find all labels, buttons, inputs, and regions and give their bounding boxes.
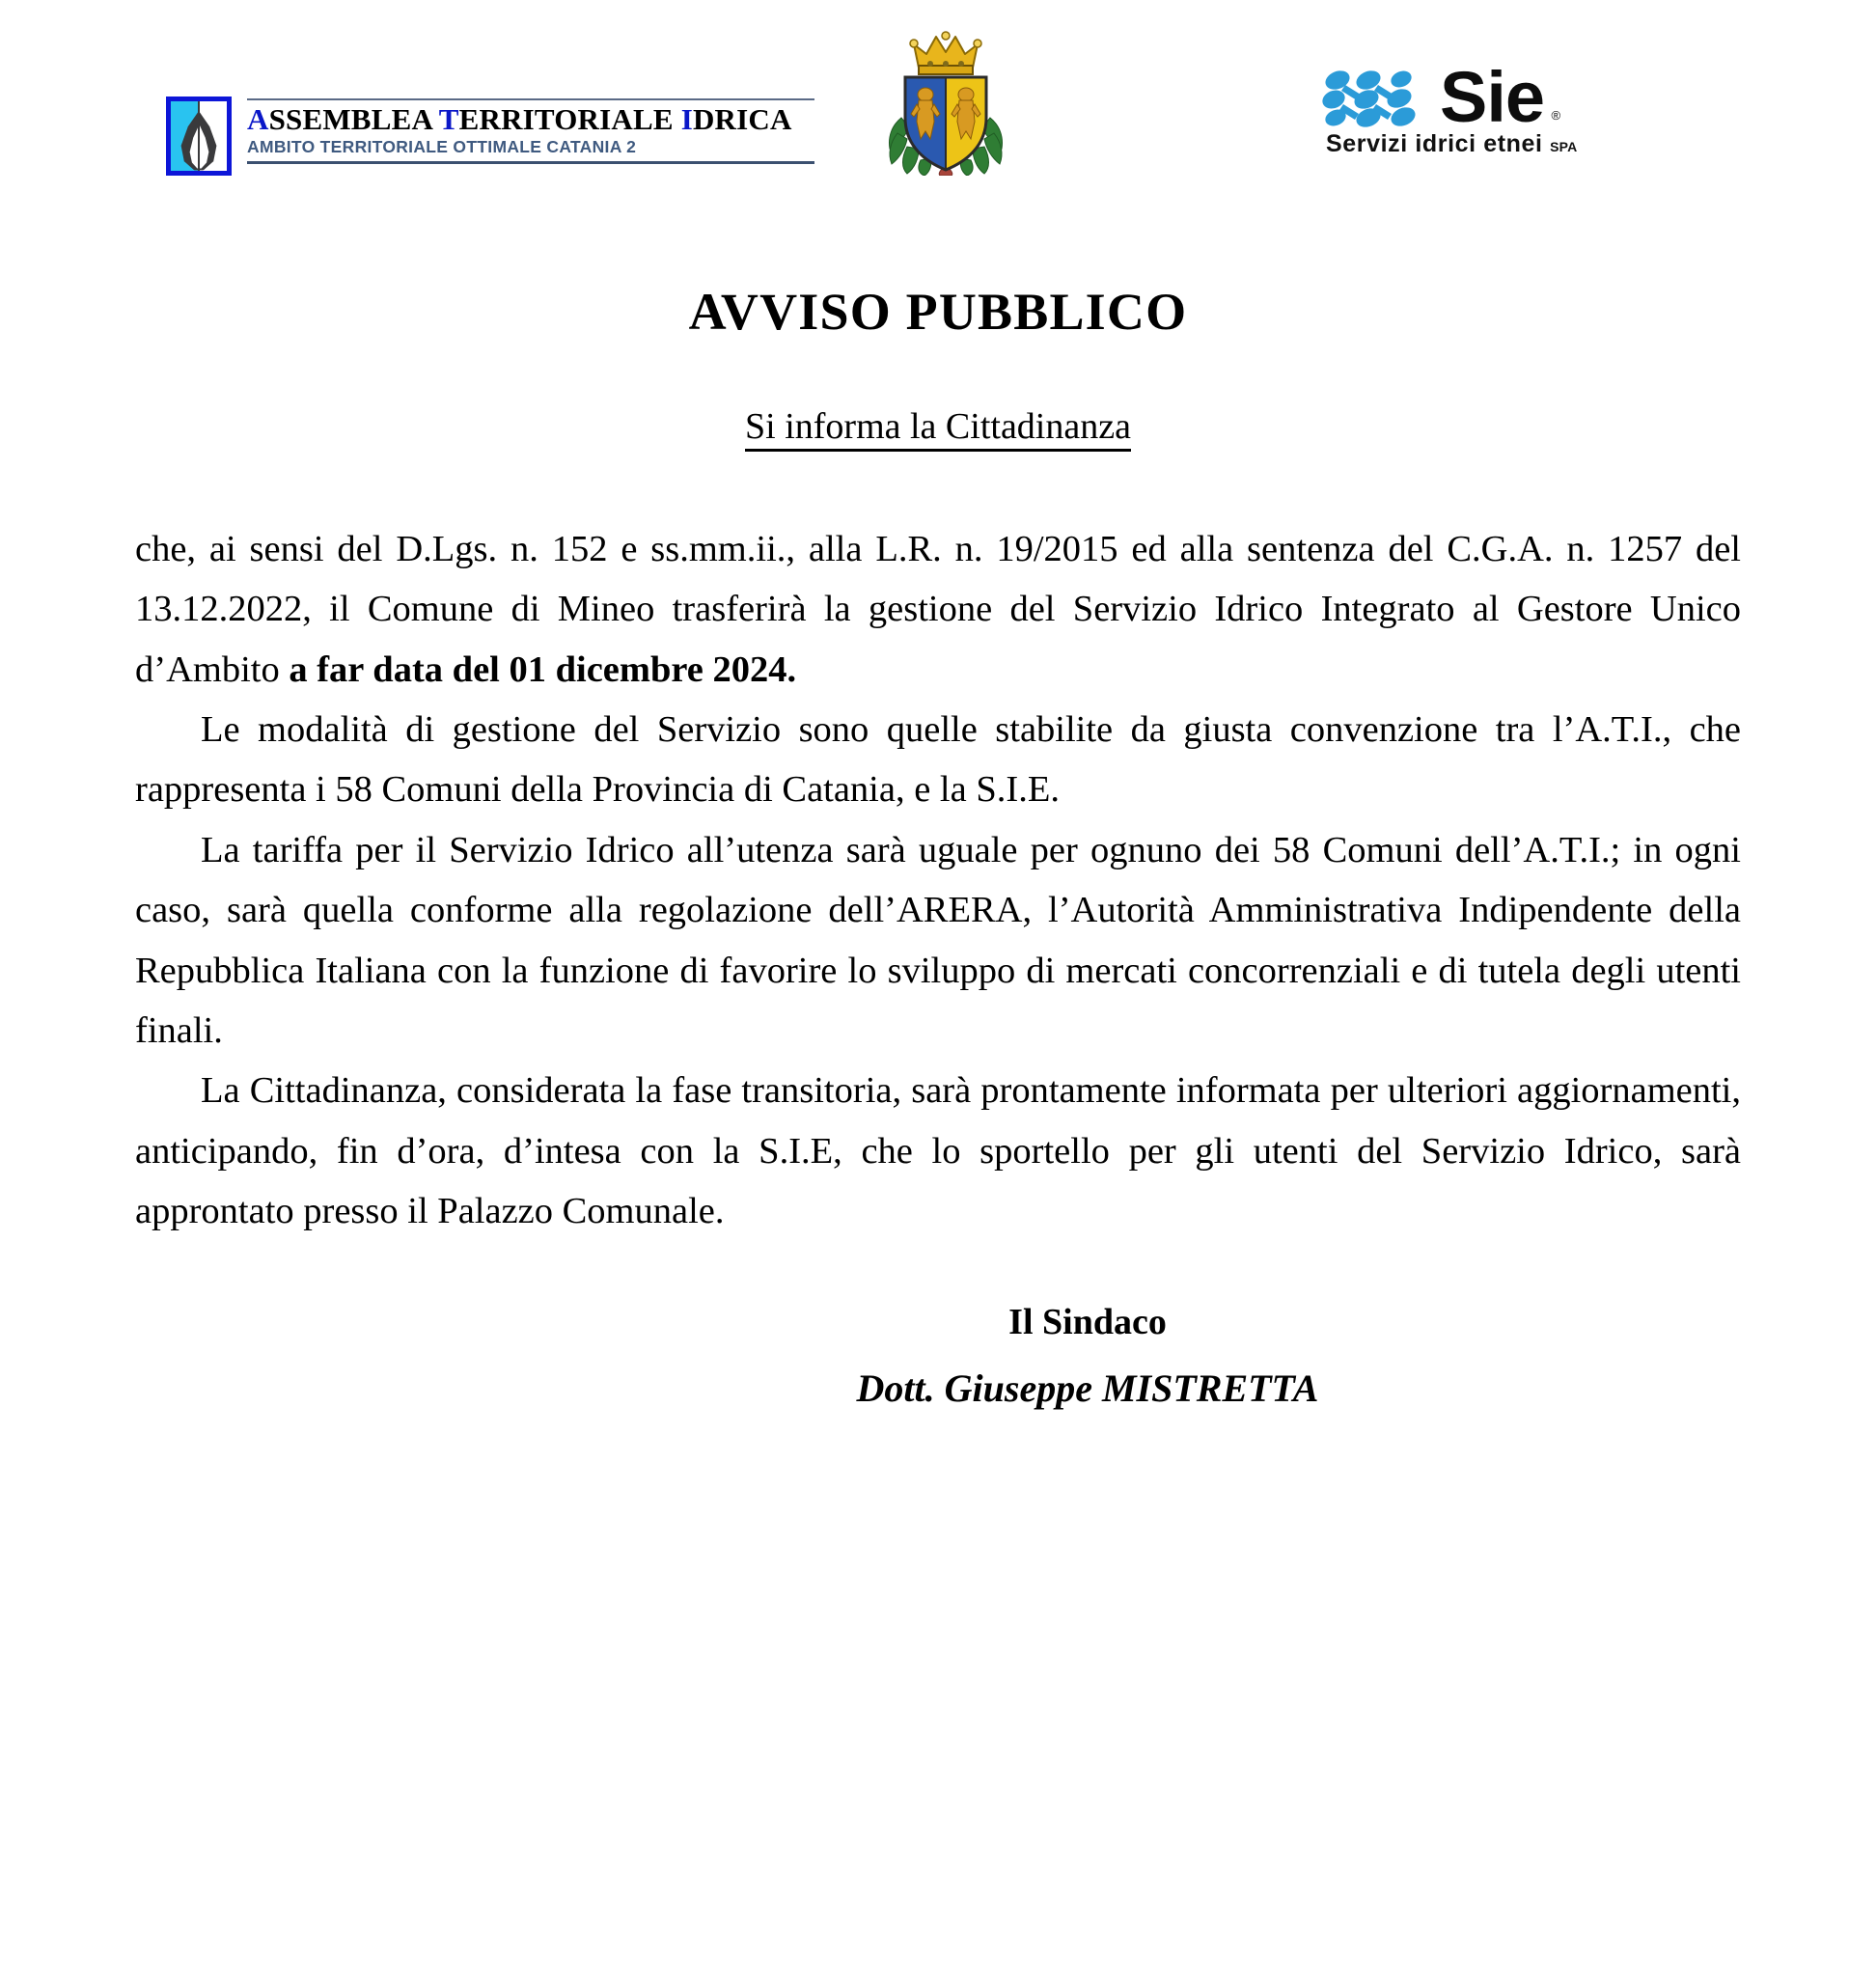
signature-role: Il Sindaco (1008, 1302, 1167, 1343)
water-drop-icon (166, 97, 232, 176)
ati-initial-a: A (247, 102, 269, 136)
signature-name: Dott. Giuseppe MISTRETTA (856, 1366, 1319, 1411)
registered-trademark-icon: ® (1551, 107, 1560, 123)
ati-rule-bottom (247, 161, 814, 164)
ati-initial-t: T (438, 102, 459, 136)
paragraph-2-text: Le modalità di gestione del Servizio sono quelle stabilite da giusta convenzione tra l’A.T.I., che rappresenta i 58 Comuni della Provincia di Catania, e la S.I.E. (135, 709, 1741, 811)
signature-block (135, 1295, 1741, 1418)
ati-initial-i: I (680, 102, 693, 136)
paragraph-1 (135, 519, 1741, 700)
paragraph-4-text: La Cittadinanza, considerata la fase transitoria, sarà prontamente informata per ulteriori aggiornamenti, anticipando, fin d’ora, d’intesa con la S.I.E, che lo sportello per gli utenti del Servizio Idrico, sarà approntato presso il Palazzo Comunale. (135, 1070, 1741, 1231)
paragraph-3-text: La tariffa per il Servizio Idrico all’utenza sarà uguale per ognuno dei 58 Comuni dell’A.T.I.; in ogni caso, sarà quella conforme alla regolazione dell’ARERA, l’Autorità Amministrativa Indipendente della Repubblica Italiana con la funzione di favorire lo sviluppo di mercati concorrenziali e di tutela degli utenti finali. (135, 829, 1741, 1051)
sie-wordmark-text: Sie (1440, 57, 1545, 137)
ati-logo (166, 97, 814, 176)
sie-logo (1322, 57, 1689, 158)
sie-logo-row (1322, 57, 1689, 137)
ati-rule-top (247, 98, 814, 100)
letterhead (0, 0, 1876, 203)
ati-title (247, 104, 814, 136)
paragraph-1-bold: a far data del 01 dicembre 2024. (289, 649, 797, 690)
paragraph-1-text: che, ai sensi del D.Lgs. n. 152 e ss.mm.ii., alla L.R. n. 19/2015 ed alla sentenza del C.G.A. n. 1257 del 13.12.2022, il Comune di Mineo trasferirà la gestione del Servizio Idrico Integrato al Gestore Unico d’Ambito (135, 529, 1741, 690)
sie-tagline-text: Servizi idrici etnei (1326, 130, 1543, 158)
page-title: AVVISO PUBBLICO (688, 283, 1188, 341)
ati-title-part-1: SSEMBLEA (268, 102, 439, 136)
document-subtitle (135, 405, 1741, 448)
sie-company-suffix: SPA (1550, 139, 1578, 155)
ati-title-part-2: ERRITORIALE (458, 102, 681, 136)
signature-inner (857, 1295, 1319, 1418)
water-waves-icon (1322, 68, 1426, 127)
paragraph-3 (135, 820, 1741, 1061)
sie-wordmark (1440, 57, 1560, 137)
drop-split-line (198, 101, 200, 171)
ati-subtitle: AMBITO TERRITORIALE OTTIMALE CATANIA 2 (247, 136, 637, 156)
document-subtitle-text: Si informa la Cittadinanza (745, 406, 1131, 452)
document-body (0, 282, 1876, 1418)
ati-logo-text (247, 97, 814, 176)
paragraph-2 (135, 700, 1741, 820)
ati-title-part-3: DRICA (692, 102, 792, 136)
municipal-coat-of-arms-icon (869, 25, 1023, 176)
paragraph-4 (135, 1061, 1741, 1241)
